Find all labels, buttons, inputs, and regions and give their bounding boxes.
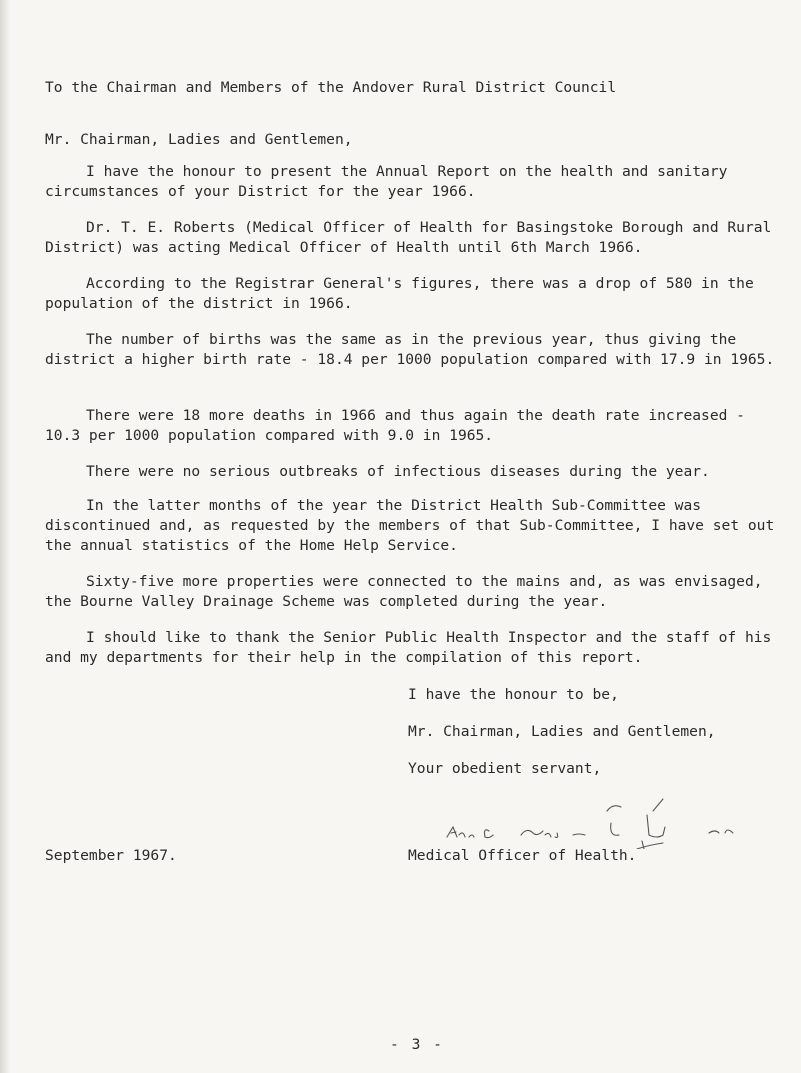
handwritten-signature: [441, 797, 801, 849]
page-number: - 3 -: [390, 1036, 444, 1053]
closing-line-salutation: Mr. Chairman, Ladies and Gentlemen,: [408, 723, 716, 740]
paragraph-infectious-diseases: There were no serious outbreaks of infectious diseases during the year.: [86, 463, 710, 480]
paragraph-deaths: There were 18 more deaths in 1966 and thus again the death rate increased - 10.3 per 1000 population compared with 9.0 in 1965.: [45, 407, 745, 444]
paragraph-intro: I have the honour to present the Annual Report on the health and sanitary circumstances of your District for the year 1966.: [45, 163, 728, 200]
addressee-line: To the Chairman and Members of the Andover Rural District Council: [45, 79, 617, 96]
page-binding-edge: [0, 0, 10, 1073]
paragraph-thanks: I should like to thank the Senior Public Health Inspector and the staff of his and my departments for their help in the compilation of this report.: [45, 629, 772, 666]
paragraph-home-help: In the latter months of the year the District Health Sub-Committee was discontinued and, as requested by the members of that Sub-Committee, I have set out the annual statistics of the Home Help Service.: [45, 497, 775, 554]
signatory-title: Medical Officer of Health.: [408, 847, 637, 864]
paragraph-population: According to the Registrar General's figures, there was a drop of 580 in the population of the district in 1966.: [45, 275, 754, 312]
closing-line-servant: Your obedient servant,: [408, 760, 602, 777]
salutation: Mr. Chairman, Ladies and Gentlemen,: [45, 131, 353, 148]
paragraph-acting-moh: Dr. T. E. Roberts (Medical Officer of Health for Basingstoke Borough and Rural District) was acting Medical Officer of Health until 6th March 1966.: [45, 219, 772, 256]
letter-date: September 1967.: [45, 847, 177, 864]
closing-line-honour: I have the honour to be,: [408, 686, 619, 703]
paragraph-births: The number of births was the same as in the previous year, thus giving the district a higher birth rate - 18.4 per 1000 population compared with 17.9 in 1965.: [45, 331, 775, 368]
paragraph-drainage: Sixty-five more properties were connected to the mains and, as was envisaged, the Bourne Valley Drainage Scheme was completed during the year.: [45, 573, 763, 610]
